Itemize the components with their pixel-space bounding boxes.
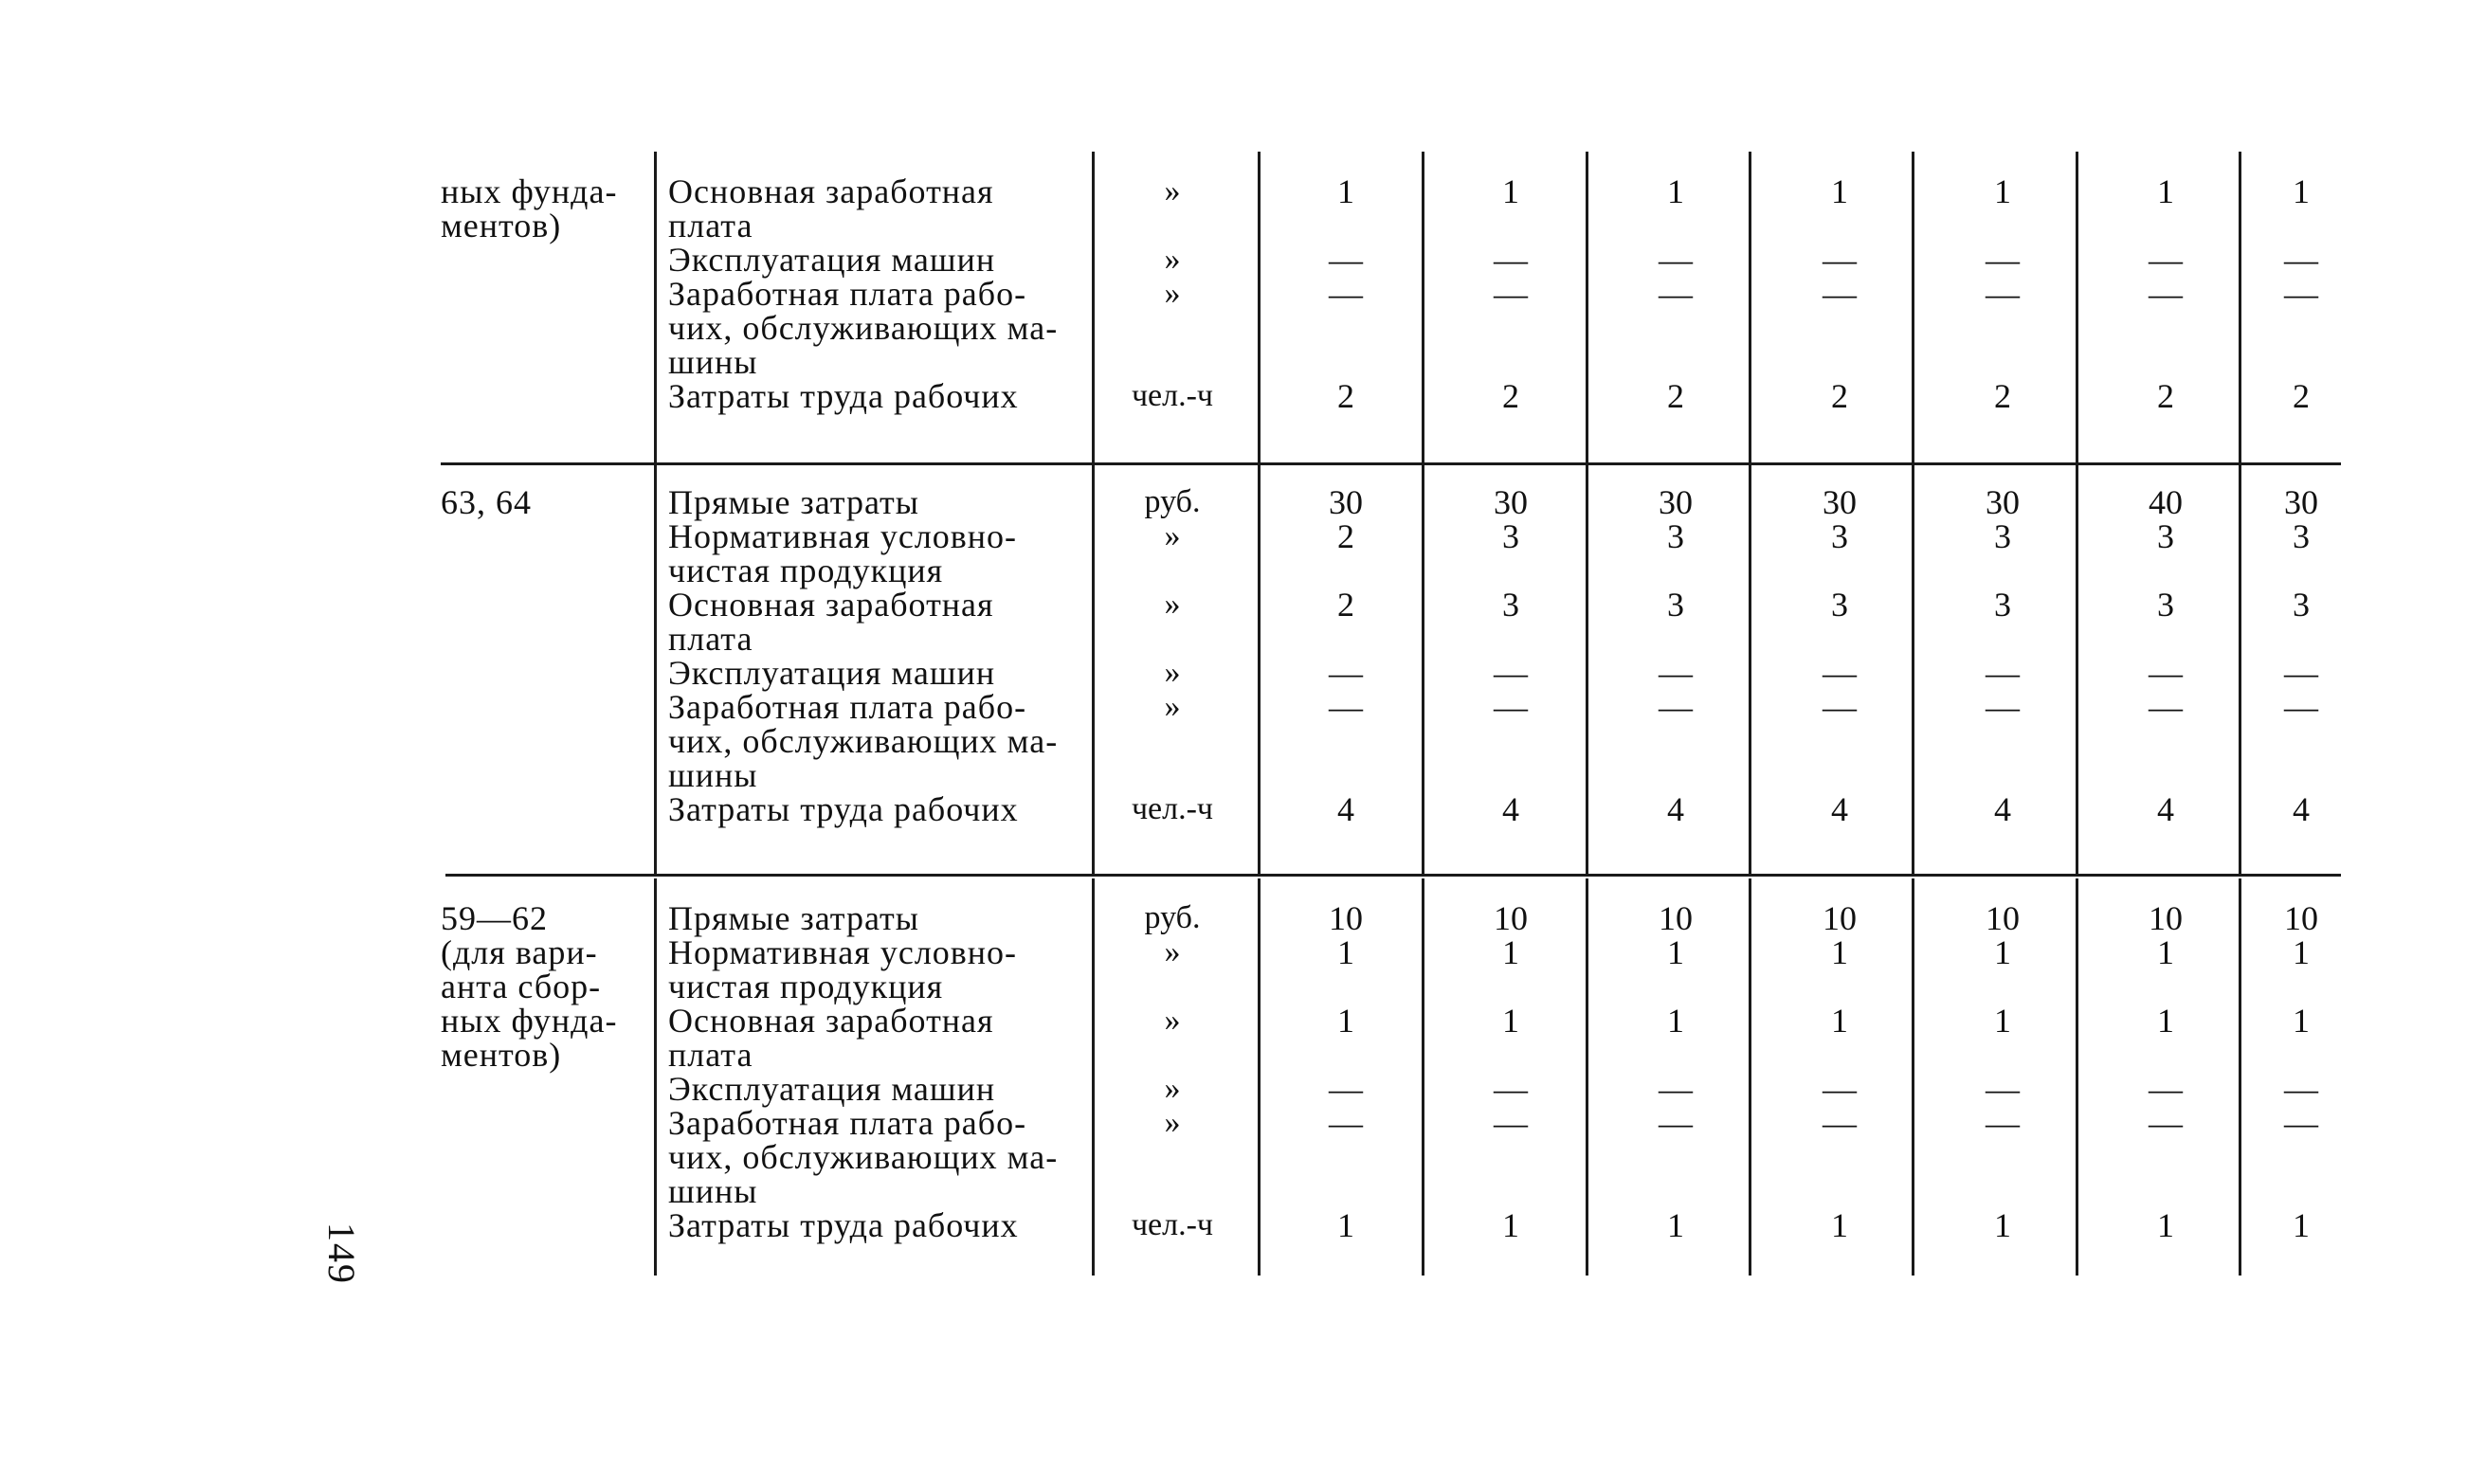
section-code-line: ментов) <box>441 1036 562 1074</box>
row-unit: » <box>1164 242 1181 277</box>
row-description: Основная заработная <box>668 172 994 210</box>
row-value: — <box>1659 654 1693 692</box>
column-rule <box>1749 878 1751 1276</box>
row-description: Основная заработная <box>668 586 994 624</box>
row-value: 10 <box>2284 899 2318 937</box>
row-value: — <box>1494 241 1528 279</box>
row-description: шины <box>668 756 758 794</box>
column-rule <box>1422 878 1424 1276</box>
row-value: 4 <box>1831 790 1848 828</box>
row-value: — <box>2149 275 2183 313</box>
section-code-line: 59—62 <box>441 899 548 937</box>
row-value: — <box>1494 688 1528 726</box>
row-value: — <box>1494 1070 1528 1108</box>
row-value: 1 <box>1831 933 1848 971</box>
row-value: 3 <box>2157 586 2174 624</box>
row-value: — <box>2149 1070 2183 1108</box>
row-value: — <box>1494 275 1528 313</box>
row-value: 1 <box>2157 172 2174 210</box>
row-description: Заработная плата рабо- <box>668 275 1027 313</box>
row-value: 10 <box>2149 899 2183 937</box>
row-value: 1 <box>1337 1002 1354 1040</box>
row-value: 3 <box>2157 517 2174 555</box>
row-value: 1 <box>1502 933 1519 971</box>
column-rule <box>1258 462 1261 876</box>
column-rule <box>1912 152 1914 465</box>
row-unit: » <box>1164 173 1181 208</box>
row-description: Затраты труда рабочих <box>668 377 1019 415</box>
row-description: Нормативная условно- <box>668 933 1018 971</box>
row-value: 1 <box>1337 1206 1354 1244</box>
row-description: Заработная плата рабо- <box>668 688 1027 726</box>
column-rule <box>1092 878 1095 1276</box>
row-description: Основная заработная <box>668 1002 994 1040</box>
row-value: — <box>2284 241 2318 279</box>
page-number: 149 <box>320 1222 363 1285</box>
row-unit: » <box>1164 587 1181 622</box>
row-value: 10 <box>1329 899 1363 937</box>
column-rule <box>1586 878 1588 1276</box>
row-value: — <box>1823 241 1857 279</box>
row-value: 3 <box>1667 517 1684 555</box>
row-value: 1 <box>1667 1002 1684 1040</box>
column-rule <box>2076 462 2078 876</box>
row-value: 1 <box>1337 933 1354 971</box>
row-value: 3 <box>1502 586 1519 624</box>
row-description: плата <box>668 1036 753 1074</box>
row-description: шины <box>668 1172 758 1210</box>
row-value: — <box>1659 275 1693 313</box>
row-value: 1 <box>1831 1206 1848 1244</box>
row-value: 2 <box>1994 377 2011 415</box>
row-value: 10 <box>1823 899 1857 937</box>
column-rule <box>2076 878 2078 1276</box>
column-rule <box>2076 152 2078 465</box>
row-unit: чел.-ч <box>1131 378 1214 413</box>
section-divider <box>441 462 2341 465</box>
row-value: — <box>2284 275 2318 313</box>
row-value: — <box>1329 688 1363 726</box>
row-value: 3 <box>1994 586 2011 624</box>
row-description: шины <box>668 343 758 381</box>
row-value: 2 <box>1337 517 1354 555</box>
row-value: 30 <box>1494 483 1528 521</box>
row-value: 1 <box>1994 172 2011 210</box>
row-value: 1 <box>1502 1206 1519 1244</box>
row-unit: » <box>1164 1071 1181 1106</box>
row-value: 30 <box>1823 483 1857 521</box>
row-value: 3 <box>2293 517 2310 555</box>
row-value: — <box>1659 1070 1693 1108</box>
row-unit: » <box>1164 934 1181 969</box>
row-value: 1 <box>2293 172 2310 210</box>
row-value: — <box>1329 1070 1363 1108</box>
row-value: 4 <box>2293 790 2310 828</box>
column-rule <box>1092 462 1095 876</box>
row-value: 1 <box>1337 172 1354 210</box>
column-rule <box>654 462 657 876</box>
row-description: чих, обслуживающих ма- <box>668 722 1059 760</box>
row-value: 1 <box>1994 1206 2011 1244</box>
row-value: 1 <box>2157 933 2174 971</box>
section-code-line: анта сбор- <box>441 968 602 1005</box>
row-value: 2 <box>2293 377 2310 415</box>
row-description: чих, обслуживающих ма- <box>668 1138 1059 1176</box>
column-rule <box>1912 462 1914 876</box>
column-rule <box>1586 462 1588 876</box>
row-value: 1 <box>1831 1002 1848 1040</box>
row-value: — <box>2284 1104 2318 1142</box>
column-rule <box>1258 152 1261 465</box>
row-value: 1 <box>2157 1206 2174 1244</box>
row-value: 1 <box>1831 172 1848 210</box>
row-unit: » <box>1164 518 1181 553</box>
row-value: — <box>1823 1070 1857 1108</box>
row-value: 1 <box>1667 1206 1684 1244</box>
row-value: — <box>1659 241 1693 279</box>
row-value: 4 <box>1502 790 1519 828</box>
row-value: — <box>1494 654 1528 692</box>
row-value: 3 <box>1831 586 1848 624</box>
row-description: Прямые затраты <box>668 483 919 521</box>
column-rule <box>1422 462 1424 876</box>
row-value: 30 <box>1659 483 1693 521</box>
column-rule <box>654 878 657 1276</box>
row-value: 2 <box>2157 377 2174 415</box>
row-value: 3 <box>1831 517 1848 555</box>
row-value: 3 <box>1994 517 2011 555</box>
column-rule <box>654 152 657 465</box>
section-code-line: 63, 64 <box>441 483 532 521</box>
row-description: Заработная плата рабо- <box>668 1104 1027 1142</box>
row-description: Эксплуатация машин <box>668 1070 996 1108</box>
row-value: — <box>2149 654 2183 692</box>
row-description: Затраты труда рабочих <box>668 1206 1019 1244</box>
row-description: плата <box>668 207 753 244</box>
row-value: 4 <box>1994 790 2011 828</box>
row-value: — <box>2149 241 2183 279</box>
column-rule <box>1586 152 1588 465</box>
row-value: 2 <box>1667 377 1684 415</box>
row-value: — <box>1823 688 1857 726</box>
row-value: — <box>1823 275 1857 313</box>
row-value: 2 <box>1337 377 1354 415</box>
column-rule <box>1749 152 1751 465</box>
row-value: — <box>1986 241 2020 279</box>
row-value: 4 <box>1337 790 1354 828</box>
row-value: 3 <box>1667 586 1684 624</box>
column-rule <box>1092 152 1095 465</box>
column-rule <box>2239 878 2241 1276</box>
row-description: Эксплуатация машин <box>668 654 996 692</box>
row-unit: чел.-ч <box>1131 791 1214 826</box>
section-code-line: (для вари- <box>441 933 598 971</box>
row-value: 1 <box>2293 1002 2310 1040</box>
row-value: — <box>1494 1104 1528 1142</box>
row-value: — <box>1823 654 1857 692</box>
row-value: — <box>1329 1104 1363 1142</box>
row-value: 1 <box>1994 933 2011 971</box>
row-value: — <box>1823 1104 1857 1142</box>
column-rule <box>1749 462 1751 876</box>
row-unit: » <box>1164 1105 1181 1140</box>
row-value: 3 <box>2293 586 2310 624</box>
row-unit: » <box>1164 689 1181 724</box>
row-description: Нормативная условно- <box>668 517 1018 555</box>
section-divider <box>445 874 2341 877</box>
row-value: 40 <box>2149 483 2183 521</box>
row-value: — <box>1329 241 1363 279</box>
column-rule <box>1258 878 1261 1276</box>
row-value: 2 <box>1337 586 1354 624</box>
row-value: 1 <box>1502 172 1519 210</box>
row-description: Прямые затраты <box>668 899 919 937</box>
row-value: 1 <box>2293 1206 2310 1244</box>
column-rule <box>1912 878 1914 1276</box>
row-value: — <box>1986 688 2020 726</box>
row-value: 10 <box>1986 899 2020 937</box>
row-value: 1 <box>1994 1002 2011 1040</box>
row-value: — <box>1659 688 1693 726</box>
row-value: 3 <box>1502 517 1519 555</box>
row-value: — <box>1329 654 1363 692</box>
row-unit: » <box>1164 655 1181 690</box>
row-value: 4 <box>1667 790 1684 828</box>
row-unit: » <box>1164 1003 1181 1038</box>
row-value: 30 <box>1986 483 2020 521</box>
row-unit: » <box>1164 276 1181 311</box>
section-code-line: ных фунда- <box>441 1002 618 1040</box>
row-value: 30 <box>2284 483 2318 521</box>
row-value: 4 <box>2157 790 2174 828</box>
row-description: чих, обслуживающих ма- <box>668 309 1059 347</box>
column-rule <box>1422 152 1424 465</box>
row-value: — <box>2149 1104 2183 1142</box>
row-unit: руб. <box>1144 900 1201 935</box>
row-value: 1 <box>2157 1002 2174 1040</box>
row-description: Эксплуатация машин <box>668 241 996 279</box>
row-value: — <box>1986 1070 2020 1108</box>
row-value: — <box>2149 688 2183 726</box>
row-value: 2 <box>1831 377 1848 415</box>
row-value: 2 <box>1502 377 1519 415</box>
column-rule <box>2239 152 2241 465</box>
row-value: 10 <box>1659 899 1693 937</box>
row-value: — <box>2284 1070 2318 1108</box>
row-value: — <box>1986 1104 2020 1142</box>
row-value: 1 <box>1502 1002 1519 1040</box>
row-value: 1 <box>2293 933 2310 971</box>
row-description: чистая продукция <box>668 552 944 589</box>
row-value: — <box>1659 1104 1693 1142</box>
row-value: — <box>1986 654 2020 692</box>
section-code-line: ных фунда- <box>441 172 618 210</box>
row-value: 1 <box>1667 172 1684 210</box>
row-unit: чел.-ч <box>1131 1207 1214 1242</box>
row-value: — <box>2284 654 2318 692</box>
row-description: чистая продукция <box>668 968 944 1005</box>
row-value: 10 <box>1494 899 1528 937</box>
row-value: 30 <box>1329 483 1363 521</box>
column-rule <box>2239 462 2241 876</box>
row-description: плата <box>668 620 753 658</box>
row-description: Затраты труда рабочих <box>668 790 1019 828</box>
row-unit: руб. <box>1144 484 1201 519</box>
row-value: — <box>1329 275 1363 313</box>
row-value: — <box>1986 275 2020 313</box>
section-code-line: ментов) <box>441 207 562 244</box>
row-value: 1 <box>1667 933 1684 971</box>
row-value: — <box>2284 688 2318 726</box>
